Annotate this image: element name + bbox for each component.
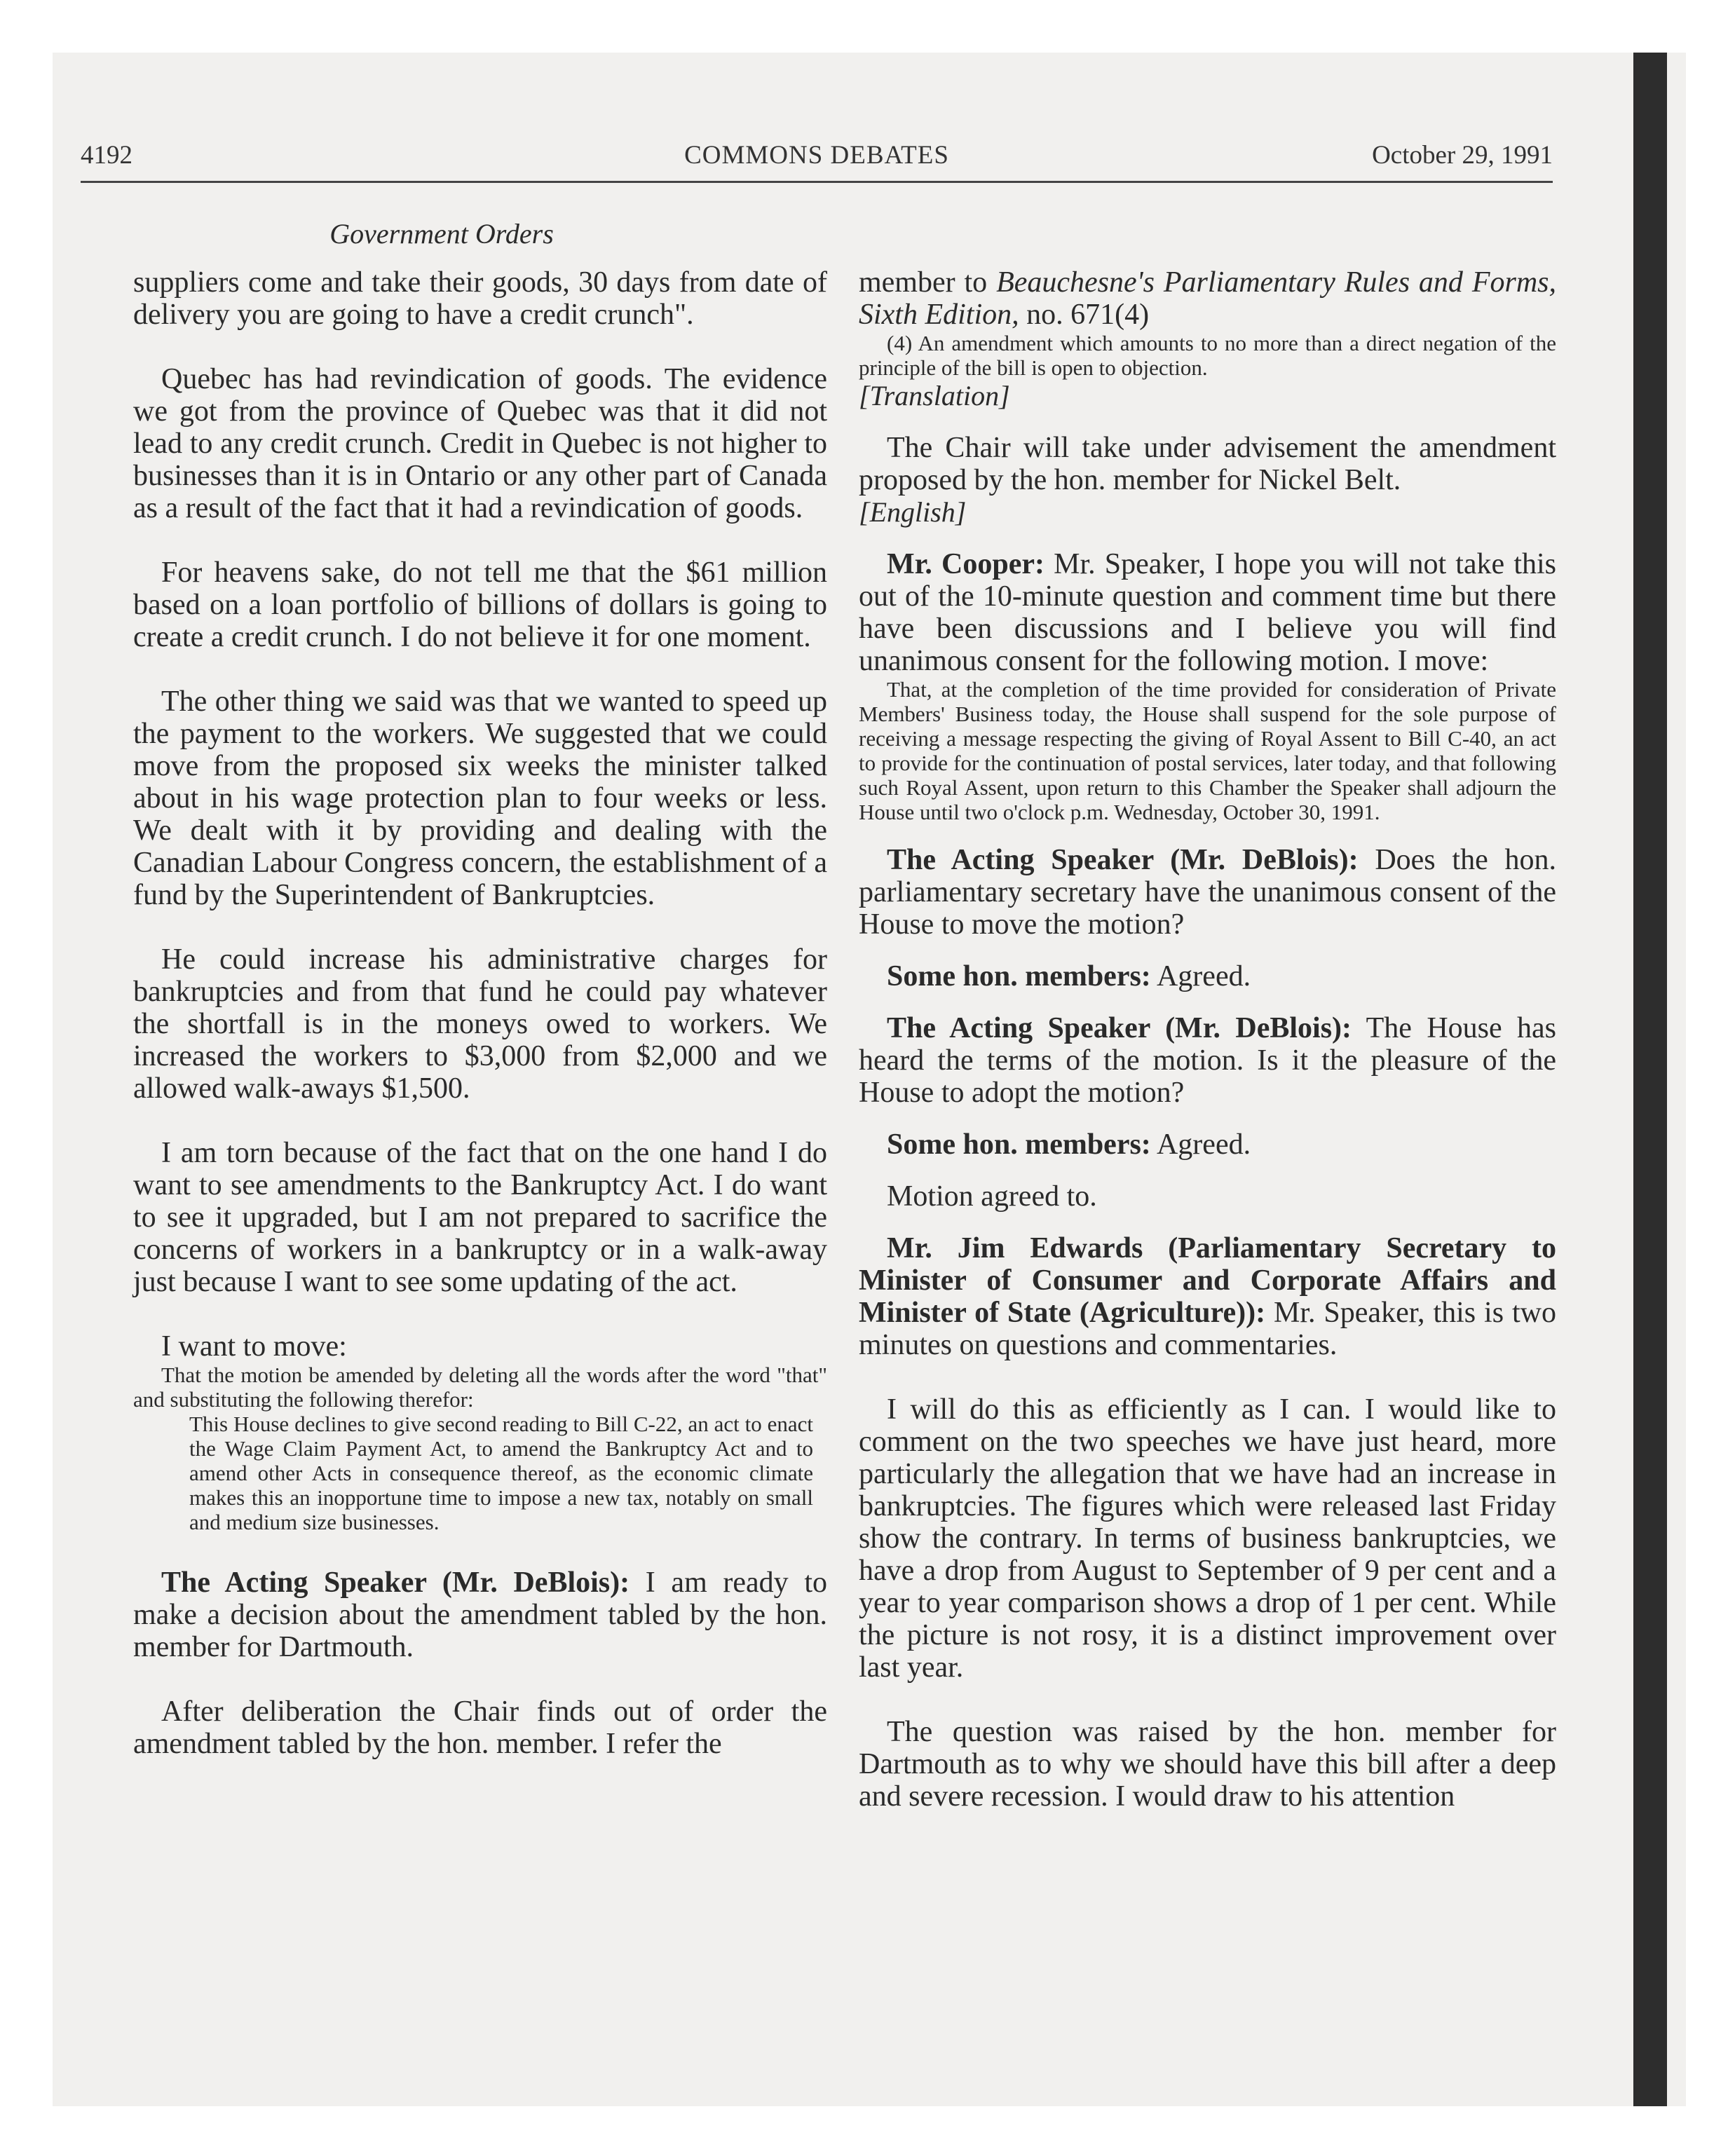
text-run: member to [859,266,997,299]
speech-text: Does the hon. parliamentary secretary have the unanimous consent of the House to move the motion? [859,844,1556,941]
language-marker: [Translation] [859,380,1010,411]
speaker-paragraph [133,1567,827,1663]
speech-text: The House has heard the terms of the motion. Is it the pleasure of the House to adopt the motion? [859,1012,1557,1109]
paragraph: I want to move: [161,1330,347,1363]
speech-text: Mr. Speaker, this is two minutes on questions and commentaries. [859,1297,1556,1361]
speaker-name: Mr. Cooper: [887,548,1045,580]
book-title: Beauchesne's Parliamentary Rules and Forms, Sixth Edition, [859,266,1556,331]
quoted-motion: That the motion be amended by deleting all the words after the word "that" and substituting the following therefor: [133,1363,827,1412]
text-run: no. 671(4) [1019,299,1150,331]
paragraph: The other thing we said was that we wanted to speed up the payment to the workers. We suggested that we could move from the proposed six weeks the minister talked about in his wage protection plan to four weeks or less. We dealt with it by providing and dealing with the Canadian Labour Congress concern, the establishment of a fund by the Superintendent of Bankruptcies. [133,685,827,911]
header-date: October 29, 1991 [1372,141,1553,170]
paragraph: Quebec has had revindication of goods. The evidence we got from the province of Quebec was that it did not lead to any credit crunch. Credit in Quebec is not higher to businesses than it is in Ontario or any other part of Canada as a result of the fact that it had a revindication of goods. [133,363,827,524]
speech-text: I am ready to make a decision about the amendment tabled by the hon. member for Dartmouth. [133,1567,827,1663]
paragraph: Motion agreed to. [887,1180,1097,1213]
paragraph: The question was raised by the hon. member for Dartmouth as to why we should have this bill after a deep and severe recession. I would draw to his attention [859,1716,1556,1813]
speech-text: Mr. Speaker, I hope you will not take this out of the 10-minute question and comment time but there have been discussions and I believe you will find unanimous consent for the following motion. I move: [859,548,1556,677]
speaker-paragraph [859,1012,1556,1109]
header-rule [81,181,1553,183]
paragraph: suppliers come and take their goods, 30 days from date of delivery you are going to have a credit crunch". [133,266,827,331]
scan-edge [1633,53,1667,2106]
paragraph: The Chair will take under advisement the amendment proposed by the hon. member for Nickel Belt. [859,432,1556,496]
language-marker: [English] [859,496,967,528]
speaker-name: The Acting Speaker (Mr. DeBlois): [887,844,1359,876]
speaker-name: Mr. Jim Edwards (Parliamentary Secretary to Minister of Consumer and Corporate Affairs and Minister of State (Agriculture)): [859,1232,1556,1329]
quoted-rule: (4) An amendment which amounts to no more than a direct negation of the principle of the bill is open to objection. [859,331,1556,380]
quoted-amendment: This House declines to give second reading to Bill C-22, an act to enact the Wage Claim Payment Act, to amend the Bankruptcy Act and to amend other Acts in consequence thereof, as the economic climate makes this an inopportune time to impose a new tax, notably on small and medium size businesses. [189,1412,813,1534]
page-number: 4192 [81,141,132,170]
speaker-name: The Acting Speaker (Mr. DeBlois): [161,1567,630,1599]
speaker-name: The Acting Speaker (Mr. DeBlois): [887,1012,1352,1044]
section-heading: Government Orders [329,218,554,250]
speaker-name: Some hon. members: [887,1128,1151,1161]
paragraph: For heavens sake, do not tell me that the $61 million based on a loan portfolio of billions of dollars is going to create a credit crunch. I do not believe it for one moment. [133,557,827,653]
speech-text: Agreed. [1150,960,1251,992]
publication-title: COMMONS DEBATES [684,141,949,170]
paragraph: After deliberation the Chair finds out of order the amendment tabled by the hon. member. I refer the [133,1696,827,1760]
page-header [81,140,1553,182]
paragraph: I will do this as efficiently as I can. I would like to comment on the two speeches we have just heard, more particularly the allegation that we have had an increase in bankruptcies. The figures which were released last Friday show the contrary. In terms of business bankruptcies, we have a drop from August to September of 9 per cent and a year to year comparison shows a drop of 1 per cent. While the picture is not rosy, it is a distinct improvement over last year. [859,1393,1556,1684]
right-column [859,266,1556,1813]
speech-text: Agreed. [1150,1128,1251,1161]
speaker-paragraph [859,548,1556,677]
quoted-motion: That, at the completion of the time provided for consideration of Private Members' Business today, the House shall suspend for the sole purpose of receiving a message respecting the giving of Royal Assent to Bill C-40, an act to provide for the continuation of postal services, later today, and that following such Royal Assent, upon return to this Chamber the Speaker shall adjourn the House until two o'clock p.m. Wednesday, October 30, 1991. [859,677,1556,824]
speaker-paragraph [859,1232,1556,1361]
speaker-paragraph [859,960,1556,992]
paragraph: He could increase his administrative charges for bankruptcies and from that fund he could pay whatever the shortfall is in the moneys owed to workers. We increased the workers to $3,000 from $2,000 and we allowed walk-aways $1,500. [133,943,827,1105]
speaker-paragraph [859,1128,1556,1161]
paragraph: I am torn because of the fact that on the one hand I do want to see amendments to the Bankruptcy Act. I do want to see it upgraded, but I am not prepared to sacrifice the concerns of workers in a bankruptcy or in a walk-away just because I want to see some updating of the act. [133,1137,827,1298]
speaker-name: Some hon. members: [887,960,1151,992]
paragraph [859,266,1556,331]
left-column [133,266,827,1760]
speaker-paragraph [859,844,1556,941]
